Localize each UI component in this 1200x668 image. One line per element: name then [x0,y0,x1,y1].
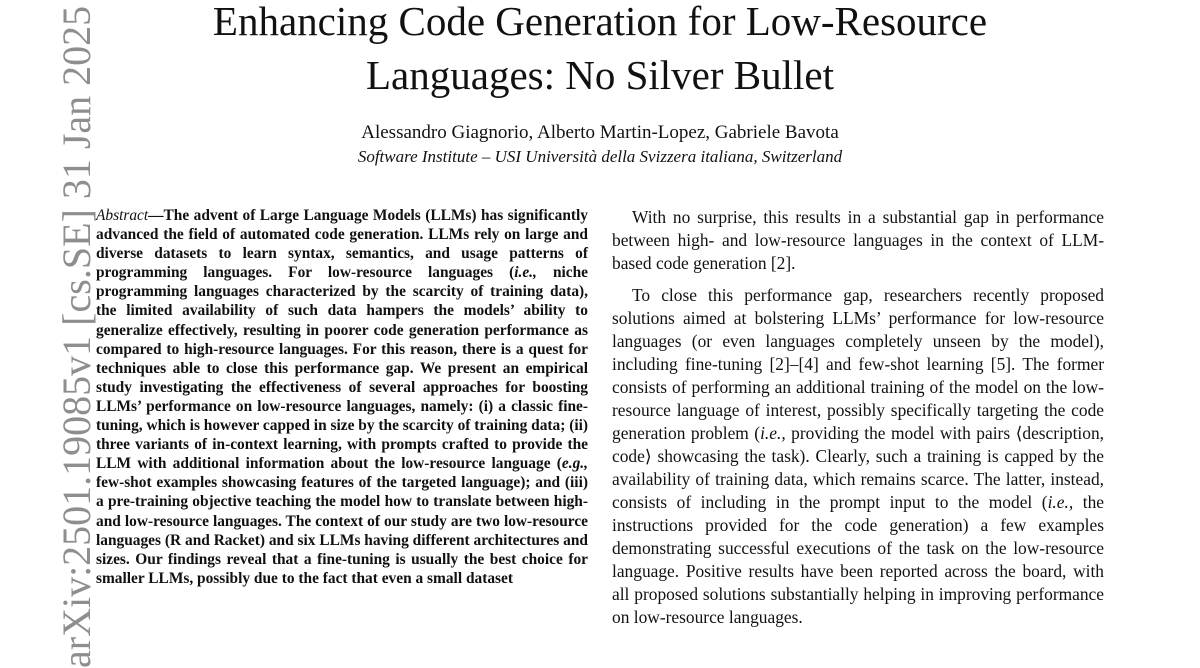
authors: Alessandro Giagnorio, Alberto Martin-Lopez, Gabriele Bavota [361,122,839,143]
arxiv-sidebar-id: arXiv:2501.19085v1 [cs.SE] 31 Jan 2025 [54,5,99,668]
abstract-ie: i.e., [514,264,537,282]
body-paragraph-2-text-a: To close this performance gap, researchers recently proposed solutions aimed at bolstering LLMs’ performance for low-resource languages (or even languages completely unseen by the model), including fine-tuning [2]–[4] and few-shot learning [5]. The former consists of performing an additional training of the model on the low-resource language of interest, possibly specifically targeting the code generation problem ( [612,285,1104,443]
paper-title [0,0,1200,102]
title-line-1: Enhancing Code Generation for Low-Resource [212,0,988,44]
abstract-dash: — [148,207,164,224]
body-column [612,206,1104,638]
body-paragraph-2 [612,284,1104,629]
abstract [96,206,588,588]
abstract-text-1: The advent of Large Language Models (LLMs) has significantly advanced the field of automated code generation. LLMs rely on large and diverse datasets to learn syntax, semantics, and usage patterns of programming languages. For low-resource languages ( [96,207,588,282]
body-paragraph-2-ie: i.e., [760,423,786,443]
body-paragraph-2-ie-2: i.e., [1047,492,1074,512]
body-paragraph-2-text-c: the instructions provided for the code generation) a few examples demonstrating successful executions of the task on the low-resource language. Positive results have been reported across the board, with all proposed solutions substantially helping in improving performance on low-resource languages. [612,492,1104,627]
abstract-text-3: few-shot examples showcasing features of the targeted language); and (iii) a pre-training objective teaching the model how to translate between high- and low-resource languages. The context of our study are two low-resource languages (R and Racket) and six LLMs having different architectures and sizes. Our findings reveal that a fine-tuning is usually the best choice for smaller LLMs, possibly due to the fact that even a small dataset [96,474,588,587]
abstract-text-2: niche programming languages characterized by the scarcity of training data), the limited availability of such data hampers the models’ ability to generalize effectively, resulting in poorer code generation performance as compared to high-resource languages. For this reason, there is a quest for techniques able to close this performance gap. We present an empirical study investigating the effectiveness of several approaches for boosting LLMs’ performance on low-resource languages, namely: (i) a classic fine-tuning, which is however capped in size by the scarcity of training data; (ii) three variants of in-context learning, with prompts crafted to provide the LLM with additional information about the low-resource language ( [96,264,588,473]
title-line-2: Languages: No Silver Bullet [366,52,834,98]
abstract-eg: e.g., [561,455,588,473]
abstract-label: Abstract [96,207,149,224]
affiliation: Software Institute – USI Università della Svizzera italiana, Switzerland [357,147,843,166]
body-paragraph-1: With no surprise, this results in a substantial gap in performance between high- and low-resource languages in the context of LLM-based code generation [2]. [612,207,1104,273]
body-paragraph-2-text-b: providing the model with pairs ⟨description, code⟩ showcasing the task). Clearly, such a training is capped by the availability of training data, which remains scarce. The latter, instead, consists of including in the prompt input to the model ( [612,423,1104,512]
